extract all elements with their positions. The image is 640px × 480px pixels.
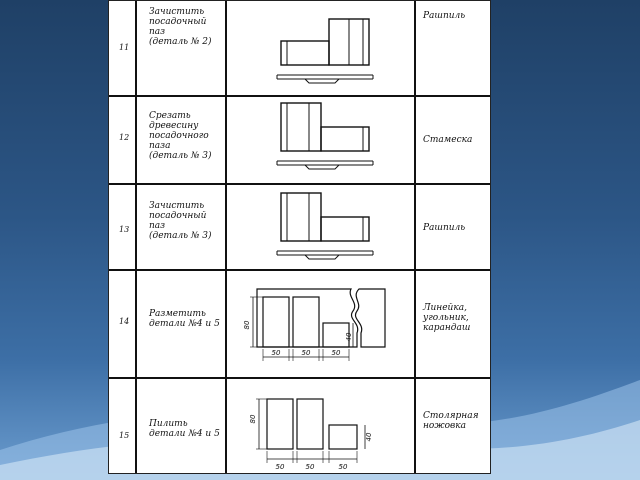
- operation-description: Разметить детали №4 и 5: [149, 309, 220, 329]
- dimension-height: 80: [249, 414, 257, 424]
- operation-description: Пилить детали №4 и 5: [149, 419, 220, 439]
- step-number: 13: [119, 225, 130, 234]
- step-number: 11: [119, 43, 130, 52]
- dimension-width: 50: [275, 463, 285, 471]
- tool-name: Столярная ножовка: [423, 411, 479, 431]
- part-drawing: [275, 191, 375, 269]
- tool-name: Рашпиль: [423, 11, 466, 21]
- table-row: [109, 185, 490, 271]
- operations-table: [108, 0, 491, 474]
- step-number: 15: [119, 431, 130, 440]
- table-row: [109, 379, 490, 473]
- operation-description: Срезать древесину посадочного паза (деталь № 3): [149, 111, 212, 161]
- marking-drawing: [231, 279, 411, 375]
- step-number: 14: [119, 317, 130, 326]
- operation-description: Зачистить посадочный паз (деталь № 3): [149, 201, 212, 241]
- part-drawing: [275, 101, 375, 181]
- tool-name: Рашпиль: [423, 223, 466, 233]
- cut-parts-drawing: [235, 393, 405, 473]
- tool-name: Стамеска: [423, 135, 473, 145]
- dimension-height: 40: [345, 332, 353, 342]
- dimension-width: 50: [338, 463, 348, 471]
- dimension-width: 50: [305, 463, 315, 471]
- dimension-height: 80: [243, 320, 251, 330]
- tool-name: Линейка, угольник, карандаш: [423, 303, 471, 333]
- operation-description: Зачистить посадочный паз (деталь № 2): [149, 7, 212, 47]
- dimension-width: 50: [271, 349, 281, 357]
- dimension-width: 50: [331, 349, 341, 357]
- dimension-height: 40: [365, 432, 373, 442]
- step-number: 12: [119, 133, 130, 142]
- part-drawing: [275, 15, 375, 91]
- table-row: [109, 1, 490, 97]
- dimension-width: 50: [301, 349, 311, 357]
- table-row: [109, 97, 490, 185]
- table-row: [109, 271, 490, 379]
